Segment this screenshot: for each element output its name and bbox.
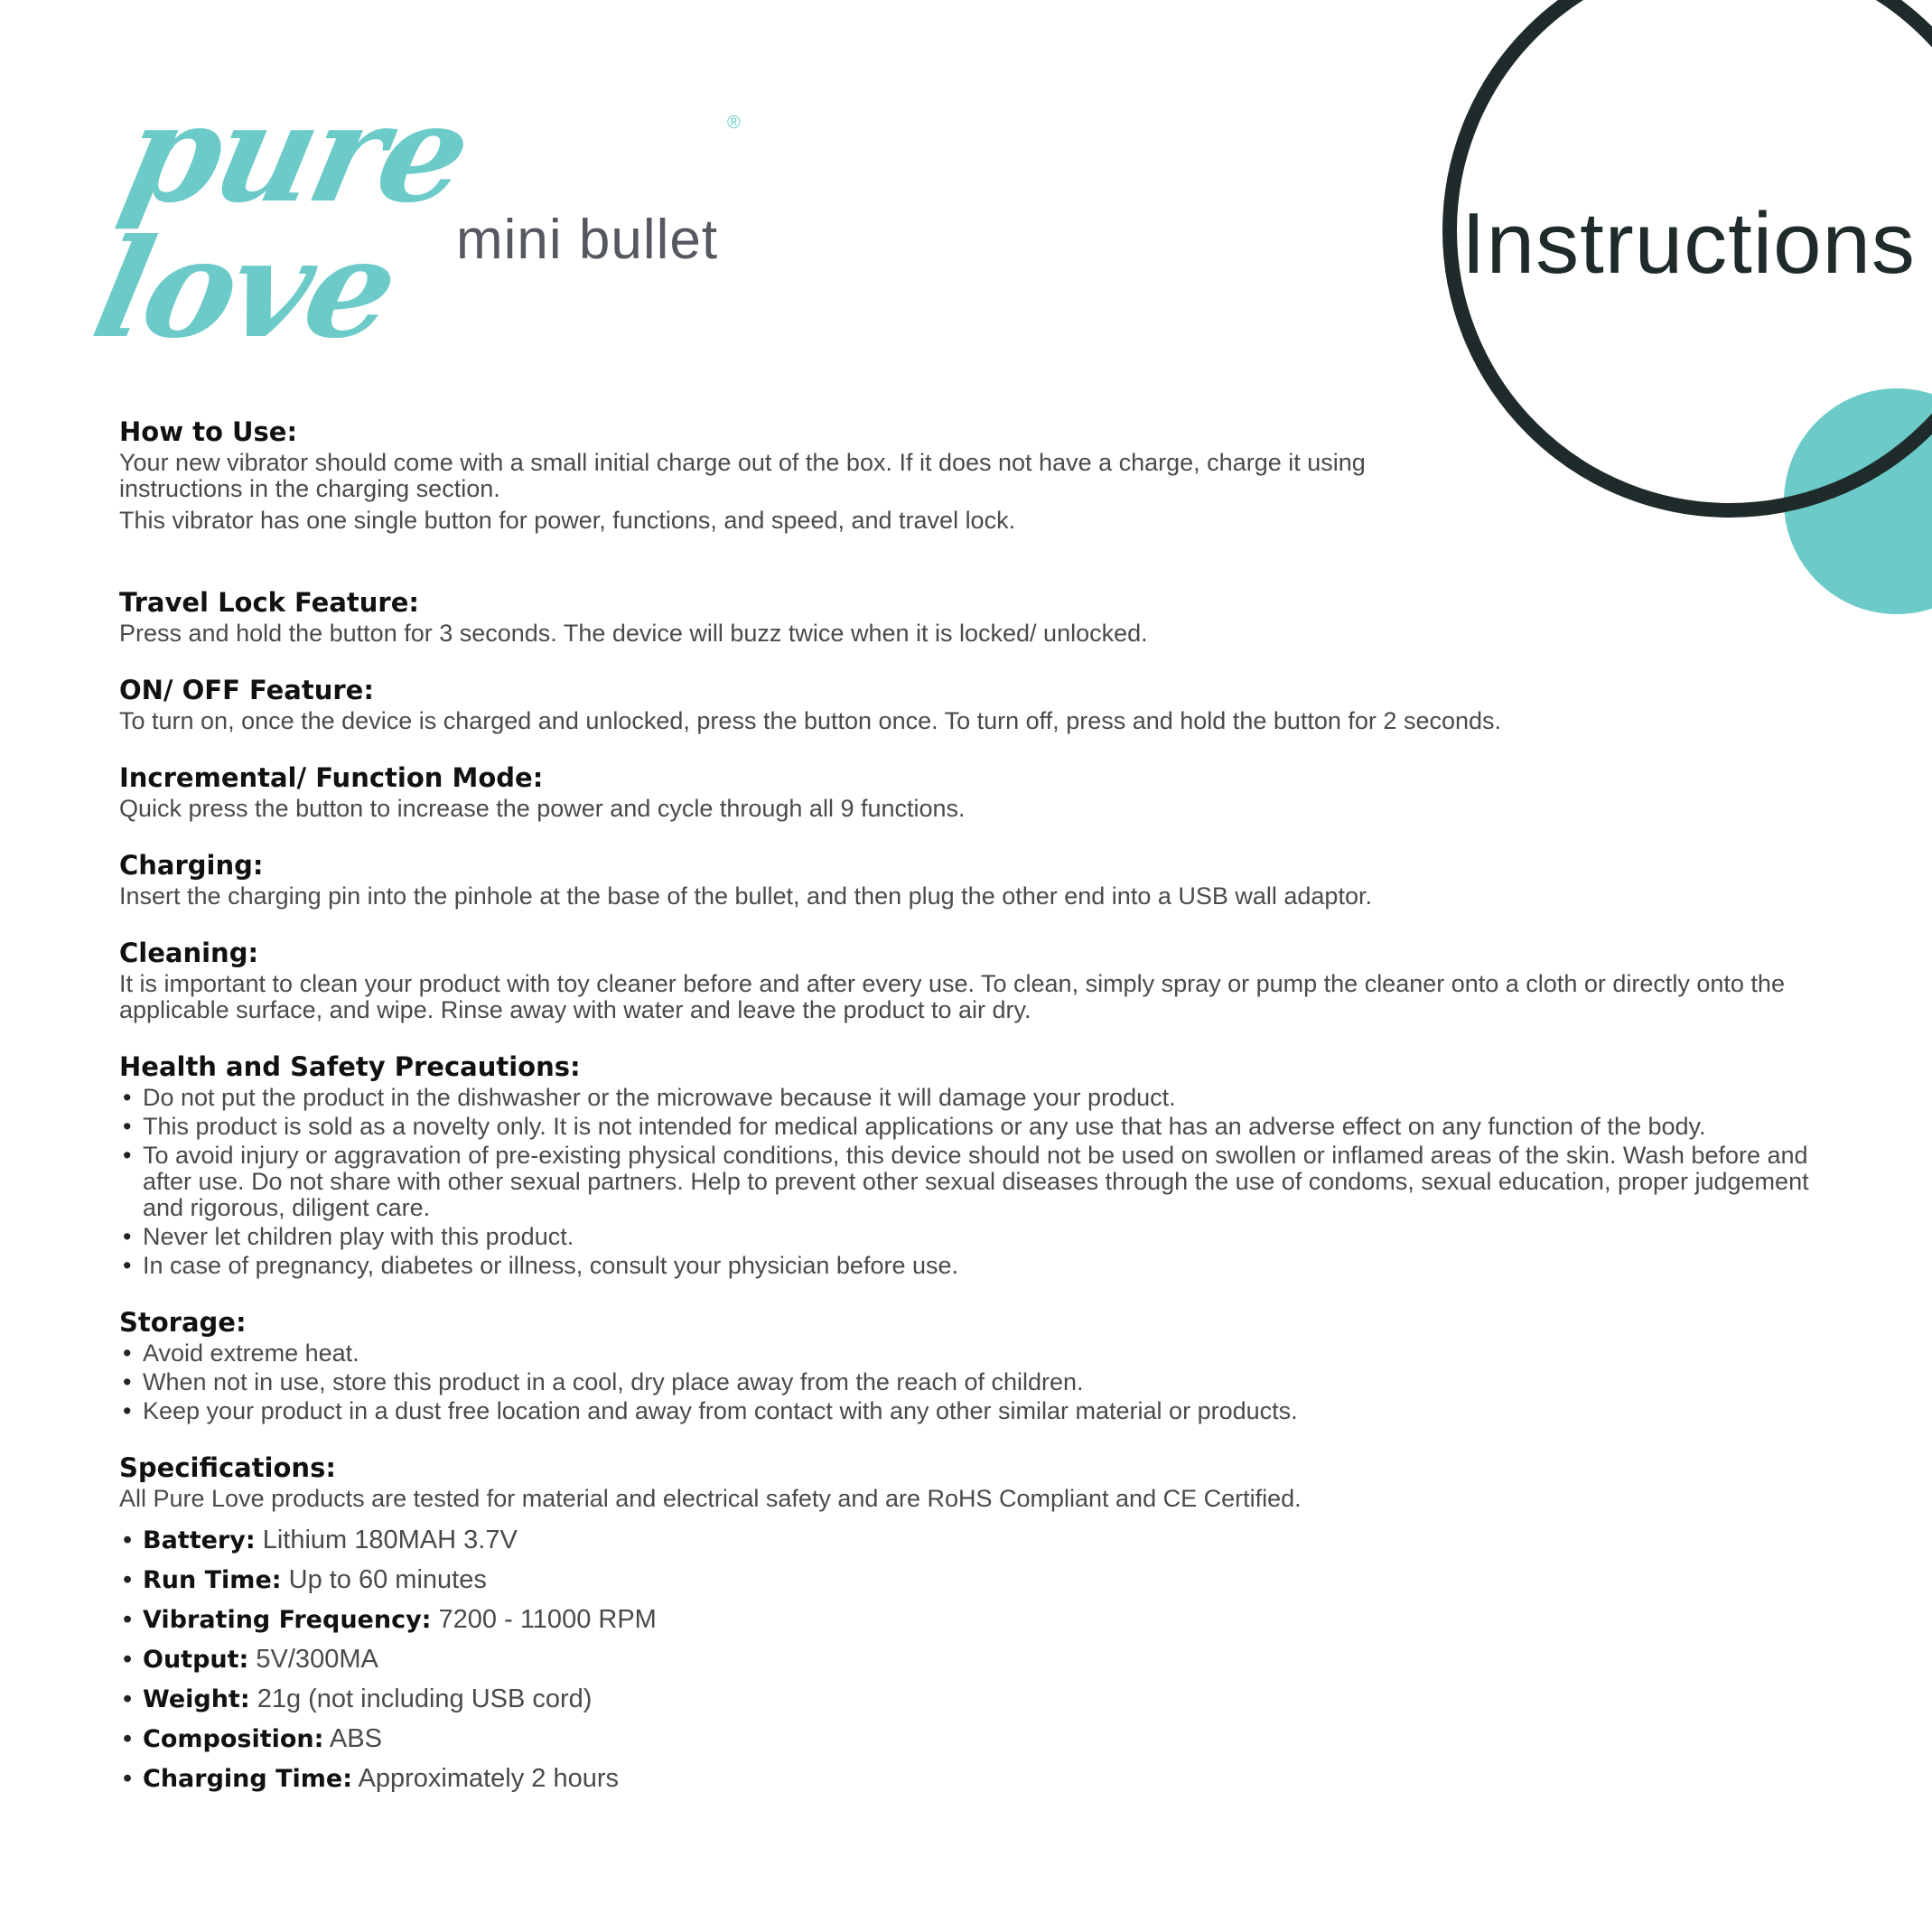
- list-item: • Avoid extreme heat.: [119, 1340, 1835, 1367]
- paragraph: To turn on, once the device is charged and unlocked, press the button once. To turn off, press and hold the button for 2 seconds.: [119, 707, 1502, 734]
- section-travel-lock: [119, 584, 1835, 647]
- paragraph: This vibrator has one single button for power, functions, and speed, and travel lock.: [119, 507, 1016, 534]
- spec-label: Charging Time:: [143, 1765, 353, 1793]
- list-item: • Do not put the product in the dishwasher or the microwave because it will damage your product.: [119, 1085, 1835, 1111]
- spec-list: [119, 1525, 1835, 1795]
- section-on-off: [119, 672, 1835, 734]
- paragraph: Quick press the button to increase the power and cycle through all 9 functions.: [119, 795, 966, 822]
- spec-item: [119, 1564, 1835, 1596]
- spec-label: Composition:: [143, 1725, 324, 1753]
- logo-script-wordmark: pure love: [81, 74, 481, 369]
- paragraph: Press and hold the button for 3 seconds. The device will buzz twice when it is locked/ unlocked.: [119, 620, 1148, 647]
- section-charging: [119, 847, 1835, 910]
- bullet-list: [119, 1085, 1835, 1279]
- section-heading: ON/ OFF Feature:: [119, 675, 374, 705]
- spec-item: [119, 1684, 1835, 1715]
- list-item: • Keep your product in a dust free location and away from contact with any other similar material or products.: [119, 1398, 1835, 1424]
- spec-value: 21g (not including USB cord): [257, 1685, 593, 1713]
- spec-label: Output:: [143, 1646, 249, 1674]
- spec-item: [119, 1723, 1835, 1755]
- list-item: • This product is sold as a novelty only. It is not intended for medical applications or any use that has an adverse effect on any function of the body.: [119, 1114, 1835, 1140]
- brand-logo: [81, 74, 763, 369]
- section-body: [119, 708, 1835, 734]
- section-heading: Health and Safety Precautions:: [119, 1051, 581, 1082]
- section-body: [119, 450, 1393, 534]
- section-storage: [119, 1304, 1835, 1424]
- section-body: [119, 796, 1835, 822]
- section-specifications: [119, 1450, 1835, 1795]
- spec-value: ABS: [329, 1724, 382, 1753]
- spec-value: 7200 - 11000 RPM: [438, 1605, 657, 1634]
- paragraph: Insert the charging pin into the pinhole at the base of the bullet, and then plug the other end into a USB wall adaptor.: [119, 882, 1372, 910]
- section-incremental: [119, 760, 1835, 822]
- spec-item: [119, 1644, 1835, 1675]
- section-heading: Storage:: [119, 1307, 247, 1338]
- section-cleaning: [119, 935, 1835, 1023]
- section-body: [119, 621, 1835, 647]
- instructions-body: [119, 414, 1835, 1820]
- section-heading: Incremental/ Function Mode:: [119, 762, 544, 793]
- spec-value: 5V/300MA: [256, 1645, 378, 1674]
- paragraph: It is important to clean your product with toy cleaner before and after every use. To clean, simply spray or pump the cleaner onto a cloth or directly onto the applicable surface, and wipe. Rinse away with water and leave the product to air dry.: [119, 970, 1785, 1023]
- section-body: [119, 1486, 1835, 1512]
- registered-mark: ®: [727, 113, 741, 133]
- spec-value: Lithium 180MAH 3.7V: [262, 1526, 518, 1554]
- section-heading: Specifications:: [119, 1452, 336, 1483]
- page-title: Instructions: [1461, 195, 1916, 292]
- section-heading: Charging:: [119, 850, 264, 881]
- list-item: • In case of pregnancy, diabetes or illness, consult your physician before use.: [119, 1253, 1835, 1279]
- section-body: [119, 883, 1835, 910]
- bullet-list: [119, 1340, 1835, 1424]
- spec-label: Weight:: [143, 1685, 250, 1713]
- paragraph: Your new vibrator should come with a small initial charge out of the box. If it does not have a charge, charge it using instructions in the charging section.: [119, 449, 1366, 502]
- section-body: [119, 971, 1835, 1023]
- spec-value: Up to 60 minutes: [288, 1565, 487, 1594]
- spec-item: [119, 1763, 1835, 1795]
- product-name: mini bullet: [456, 209, 719, 271]
- section-how-to-use: [119, 414, 1835, 534]
- spec-item: [119, 1525, 1835, 1556]
- list-item: • When not in use, store this product in a cool, dry place away from the reach of children.: [119, 1369, 1835, 1395]
- section-heading: Cleaning:: [119, 938, 259, 968]
- list-item: • Never let children play with this product.: [119, 1224, 1835, 1250]
- section-heading: How to Use:: [119, 416, 298, 447]
- list-item: • To avoid injury or aggravation of pre-existing physical conditions, this device should not be used on swollen or inflamed areas of the skin. Wash before and after use. Do not share with other sexual partners. Help to prevent other sexual diseases through the use of condoms, sexual education, proper judgement and rigorous, diligent care.: [119, 1143, 1835, 1221]
- spec-label: Run Time:: [143, 1566, 282, 1594]
- spec-value: Approximately 2 hours: [358, 1764, 620, 1793]
- spec-item: [119, 1604, 1835, 1636]
- spec-label: Battery:: [143, 1526, 256, 1554]
- spec-label: Vibrating Frequency:: [143, 1606, 432, 1634]
- section-heading: Travel Lock Feature:: [119, 587, 419, 618]
- section-health-safety: [119, 1049, 1835, 1279]
- paragraph: All Pure Love products are tested for material and electrical safety and are RoHS Compliant and CE Certified.: [119, 1485, 1302, 1512]
